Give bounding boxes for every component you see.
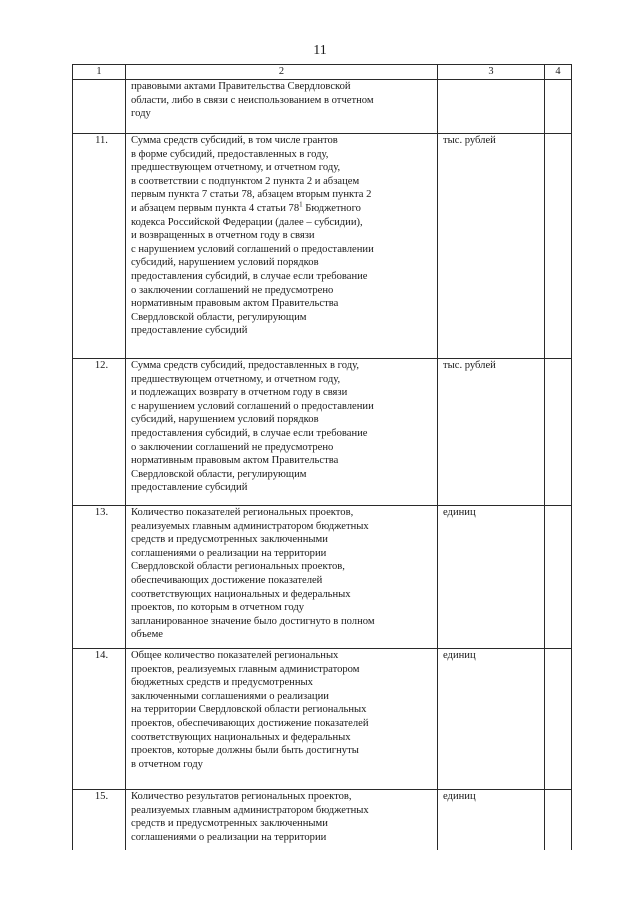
table-row xyxy=(73,649,572,790)
table-row xyxy=(73,790,572,851)
row-value-cell xyxy=(545,80,572,134)
column-header: 3 xyxy=(438,65,545,80)
table-header-row xyxy=(73,65,572,80)
row-description: правовыми актами Правительства Свердловской области, либо в связи с неиспользованием в отчетном году xyxy=(126,80,438,134)
table-row xyxy=(73,134,572,359)
row-unit: тыс. рублей xyxy=(438,359,545,506)
row-description: Количество результатов региональных проектов, реализуемых главным администратором бюджетных средств и предусмотренных заключенными соглашениями о реализации на территории xyxy=(126,790,438,851)
column-header: 1 xyxy=(73,65,126,80)
row-number: 12. xyxy=(73,359,126,506)
page-number: 11 xyxy=(313,43,327,58)
indicators-table xyxy=(72,64,572,850)
table-row-continuation xyxy=(73,80,572,134)
row-description-part: Сумма средств субсидий, в том числе грантов в форме субсидий, предоставленных в году, предшествующем отчетному, и отчетном году, в соответствии с подпунктом 2 пункта 2 и абзацем первым пункта 7 статьи 78, абзацем вторым пункта 2 и абзацем первым пункта 4 статьи 78 xyxy=(131,135,372,214)
row-unit: тыс. рублей xyxy=(438,134,545,359)
row-unit-cell xyxy=(438,80,545,134)
row-description: Сумма средств субсидий, предоставленных в году, предшествующем отчетному, и отчетном году, и подлежащих возврату в отчетном году в связи с нарушением условий соглашений о предоставлении субсидий, нарушением условий порядков предоставления субсидий, в случае если требование о заключении соглашений не предусмотрено нормативным правовым актом Правительства Свердловской области, регулирующим предоставление субсидий xyxy=(126,359,438,506)
superscript-index: 1 xyxy=(299,200,303,209)
row-number: 13. xyxy=(73,506,126,649)
row-number: 15. xyxy=(73,790,126,851)
row-description xyxy=(126,134,438,359)
column-header: 4 xyxy=(545,65,572,80)
row-description: Общее количество показателей региональных проектов, реализуемых главным администратором бюджетных средств и предусмотренных заключенными соглашениями о реализации на территории Свердловской области региональных проектов, обеспечивающих достижение показателей соответствующих национальных и федеральных проектов, которые должны были быть достигнуты в отчетном году xyxy=(126,649,438,790)
row-number: 11. xyxy=(73,134,126,359)
row-description: Количество показателей региональных проектов, реализуемых главным администратором бюджетных средств и предусмотренных заключенными соглашениями о реализации на территории Свердловской области региональных проектов, обеспечивающих достижение показателей соответствующих национальных и федеральных проектов, по которым в отчетном году запланированное значение было достигнуто в полном объеме xyxy=(126,506,438,649)
row-number: 14. xyxy=(73,649,126,790)
column-header: 2 xyxy=(126,65,438,80)
row-value-cell xyxy=(545,359,572,506)
row-unit: единиц xyxy=(438,506,545,649)
table-row xyxy=(73,506,572,649)
row-value-cell xyxy=(545,790,572,851)
row-unit: единиц xyxy=(438,790,545,851)
row-description-part: Бюджетного кодекса Российской Федерации (далее – субсидии), и возвращенных в отчетном году в связи с нарушением условий соглашений о предоставлении субсидий, нарушением условий порядков предоставления субсидий, в случае если требование о заключении соглашений не предусмотрено нормативным правовым актом Правительства Свердловской области, регулирующим предоставление субсидий xyxy=(131,202,374,337)
row-value-cell xyxy=(545,649,572,790)
row-number-cell xyxy=(73,80,126,134)
row-unit: единиц xyxy=(438,649,545,790)
table-row xyxy=(73,359,572,506)
row-value-cell xyxy=(545,506,572,649)
row-value-cell xyxy=(545,134,572,359)
